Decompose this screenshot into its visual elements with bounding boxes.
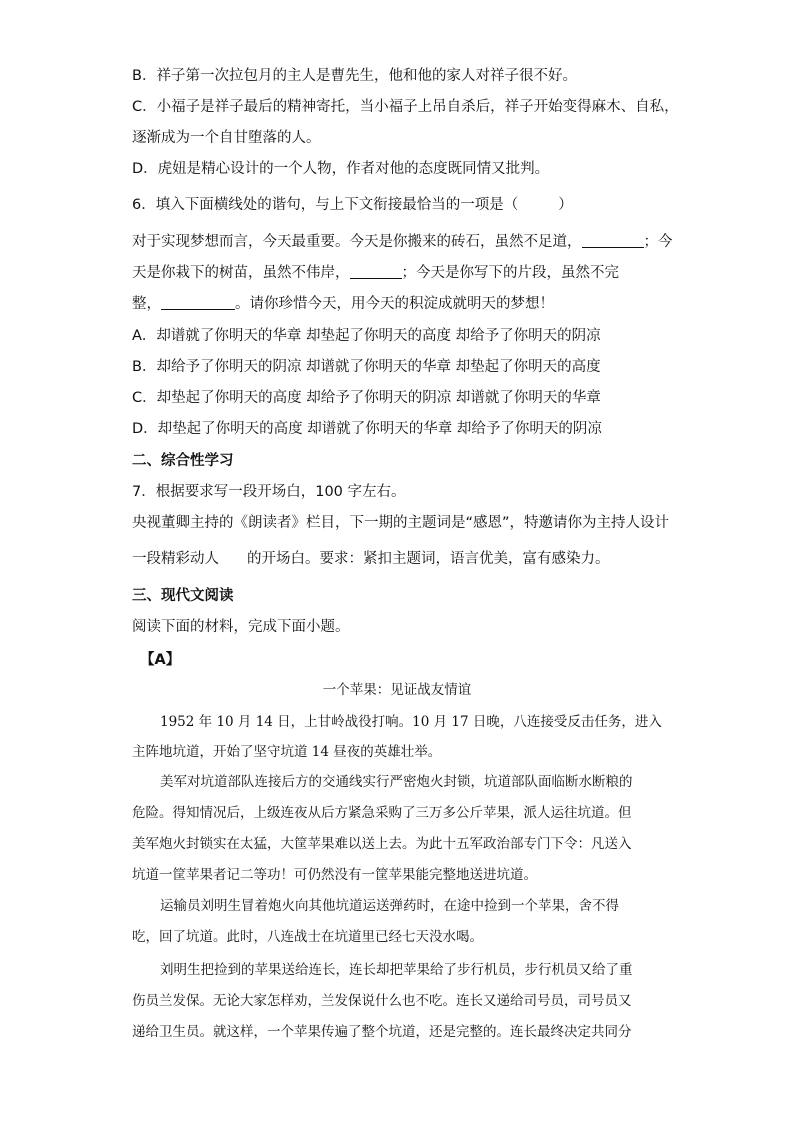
option-6a: A．却谱就了你明天的华章 却垫起了你明天的高度 却给予了你明天的阴凉 xyxy=(132,328,601,344)
option-5c-line1: C．小福子是祥子最后的精神寄托，当小福子上吊自杀后，祥子开始变得麻木、自私， xyxy=(132,99,679,115)
q7-requirement-line2 xyxy=(132,549,610,569)
article-p4-line3: 递给卫生员。就这样，一个苹果传遍了整个坑道，还是完整的。连长最终决定共同分 xyxy=(132,1024,632,1040)
article-p3-line1: 运输员刘明生冒着炮火向其他坑道运送弹药时，在途中捡到一个苹果，舍不得 xyxy=(160,898,619,914)
q6-passage-line2 xyxy=(132,263,619,283)
q7-text: 的开场白。要求：紧扣主题词，语言优美，富有感染力。 xyxy=(247,551,610,567)
article-p3-line2: 吃，回了坑道。此时，八连战士在坑道里已经七天没水喝。 xyxy=(132,929,483,945)
q6-stem-close: ） xyxy=(558,197,573,213)
option-6c: C．却垫起了你明天的高度 却给予了你明天的阴凉 却谱就了你明天的华章 xyxy=(132,390,601,406)
article-p1-line2: 主阵地坑道，开始了坚守坑道 14 昼夜的英雄壮举。 xyxy=(132,744,442,760)
passage-text: 对于实现梦想而言，今天最重要。今天是你搬来的砖石，虽然不足道， xyxy=(132,234,582,250)
section-2-heading: 二、综合性学习 xyxy=(132,453,234,469)
passage-text: 天是你栽下的树苗，虽然不伟岸， xyxy=(132,265,350,281)
fill-blank-3[interactable] xyxy=(161,295,235,310)
q6-stem-text: 6．填入下面横线处的谐句，与上下文衔接最恰当的一项是（ xyxy=(132,197,519,213)
article-p2-line4: 坑道一筐苹果者记二等功！可仍然没有一筐苹果能完整地送进坑道。 xyxy=(132,867,537,883)
question-7: 7．根据要求写一段开场白，100 字左右。 xyxy=(132,484,406,500)
article-p1-line1: 1952 年 10 月 14 日，上甘岭战役打响。10 月 17 日晚，八连接受反击任务，进入 xyxy=(160,714,662,730)
passage-text: 。请你珍惜今天，用今天的积淀成就明天的梦想！ xyxy=(235,296,554,312)
question-6-stem xyxy=(132,195,573,215)
option-5d: D．虎妞是精心设计的一个人物，作者对他的态度既同情又批判。 xyxy=(132,161,550,177)
option-6b: B．却给予了你明天的阴凉 却谱就了你明天的华章 却垫起了你明天的高度 xyxy=(132,359,601,375)
fill-blank-2[interactable] xyxy=(350,264,402,279)
passage-text: ；今 xyxy=(643,234,673,250)
article-title: 一个苹果：见证战友情谊 xyxy=(322,682,472,698)
q7-text: 一段精彩动人 xyxy=(132,551,219,567)
material-label-a: 【A】 xyxy=(140,652,181,668)
passage-text: 整， xyxy=(132,296,161,312)
option-6d: D．却垫起了你明天的高度 却谱就了你明天的华章 却给予了你明天的阴凉 xyxy=(132,421,602,437)
q6-passage-line3 xyxy=(132,294,554,314)
article-p2-line2: 危险。得知情况后，上级连夜从后方紧急采购了三万多公斤苹果，派人运往坑道。但 xyxy=(132,805,632,821)
option-5b: B．祥子第一次拉包月的主人是曹先生，他和他的家人对祥子很不好。 xyxy=(132,68,577,84)
article-p2-line3: 美军炮火封锁实在太猛，大筐苹果难以送上去。为此十五军政治部专门下令：凡送入 xyxy=(132,836,632,852)
article-p2-line1: 美军对坑道部队连接后方的交通线实行严密炮火封锁，坑道部队面临断水断粮的 xyxy=(160,774,633,790)
option-5c-line2: 逐渐成为一个自甘堕落的人。 xyxy=(132,130,321,146)
passage-text: ；今天是你写下的片段，虽然不完 xyxy=(401,265,619,281)
q6-passage-line1 xyxy=(132,232,673,252)
section-3-heading: 三、现代文阅读 xyxy=(132,588,234,604)
q7-requirement-line1: 央视董卿主持的《朗读者》栏目，下一期的主题词是“感恩”，特邀请你为主持人设计 xyxy=(132,515,670,531)
reading-instruction: 阅读下面的材料，完成下面小题。 xyxy=(132,619,350,635)
fill-blank-1[interactable] xyxy=(582,233,644,248)
article-p4-line1: 刘明生把捡到的苹果送给连长，连长却把苹果给了步行机员，步行机员又给了重 xyxy=(160,962,633,978)
article-p4-line2: 伤员兰发保。无论大家怎样劝，兰发保说什么也不吃。连长又递给司号员，司号员又 xyxy=(132,993,632,1009)
